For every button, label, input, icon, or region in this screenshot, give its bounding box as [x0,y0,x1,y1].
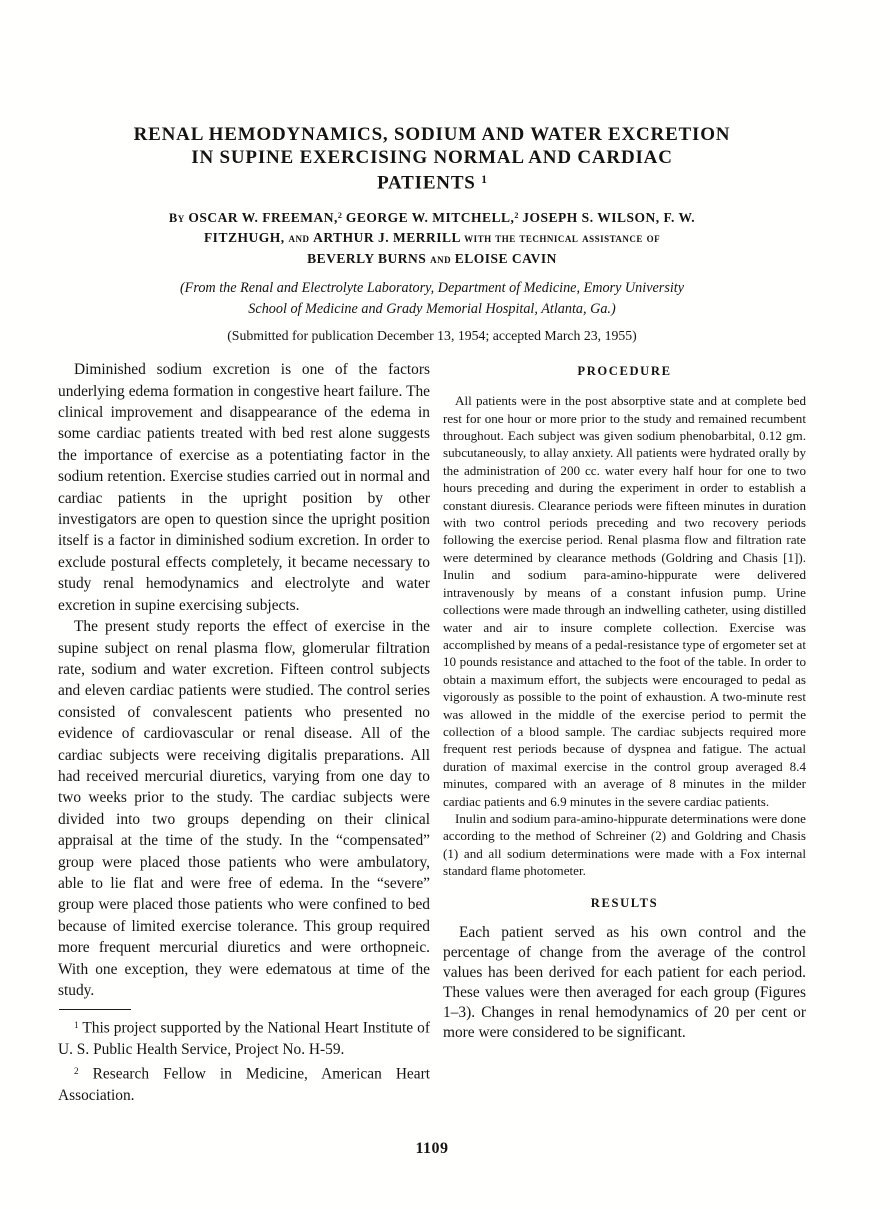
intro-paragraph-1: Diminished sodium excretion is one of the factors underlying edema formation in congestive heart failure. The clinical improvement and disappearance of the edema in some cardiac patients treated with bed rest alone suggests the importance of exercise as a potentiating factor in the sodium retention. Exercise studies carried out in normal and cardiac patients in the upright position by other investigators are open to question since the upright position itself is a factor in diminished sodium excretion. In order to exclude postural effects completely, it became necessary to study renal hemodynamics and electrolyte and water excretion in supine exercising subjects. [58,361,430,614]
affiliation [58,278,806,320]
submission-note: (Submitted for publication December 13, 1954; accepted March 23, 1955) [227,328,637,344]
results-paragraph-1: Each patient served as his own control and the percentage of change from the average of the control values has been derived for each patient for each period. These values were then averaged for each group (Figures 1–3). Changes in renal hemodynamics of 20 per cent or more were considered to be significant. [443,923,806,1041]
results-section [443,923,806,1043]
intro-paragraph-2: The present study reports the effect of exercise in the supine subject on renal plasma flow, glomerular filtration rate, sodium and water excretion. Fifteen control subjects and eleven cardiac patients were studied. The control series consisted of convalescent patients who presented no evidence of cardiovascular or renal disease. All of the cardiac subjects were receiving digitalis preparations. All had received mercurial diuretics, varying from one day to two weeks prior to the study. The cardiac subjects were divided into two groups depending on their clinical appraisal at the time of the study. In the “compensated” group were placed those patients who were ambulatory, able to lie flat and were free of edema. In the “severe” group were placed those patients who were confined to bed because of limited exercise tolerance. This group required more frequent mercurial diuretics and were orthopneic. With one exception, they were edematous at time of the study. [58,618,430,1000]
article-title-line-2: IN SUPINE EXERCISING NORMAL AND CARDIAC [191,147,673,168]
footnote-2: $^2$ Research Fellow in Medicine, American Heart Association. [58,1065,430,1104]
article-title-line-3: PATIENTS $^1$ [377,172,487,194]
procedure-section [443,392,806,879]
byline [58,206,806,270]
footnote-1: $^1$ This project supported by the National Heart Institute of U. S. Public Health Service, Project No. H-59. [58,1020,430,1059]
article-header [58,0,806,344]
page-number: 1109 [415,1140,449,1157]
column-left [58,359,430,1106]
printed-area [58,0,806,1106]
footnote-block [58,1009,430,1106]
byline-line-3: BEVERLY BURNS and ELOISE CAVIN [307,250,557,266]
results-heading: RESULTS [590,895,659,910]
affiliation-line-1: (From the Renal and Electrolyte Laboratory, Department of Medicine, Emory University [179,280,685,297]
procedure-heading: PROCEDURE [577,364,672,379]
byline-line-1: By OSCAR W. FREEMAN,$^2$ GEORGE W. MITCHELL,$^2$ JOSEPH S. WILSON, F. W. [168,209,696,225]
footnote-rule [59,1009,131,1010]
procedure-paragraph-1: All patients were in the post absorptive state and at complete bed rest for one hour or more prior to the study and remained recumbent throughout. Each subject was given sodium phenobarbital, 0.12 gm. subcutaneously, to allay anxiety. All patients were hydrated orally by the administration of 200 cc. water every half hour for one to two hours preceding and during the experiment in order to establish a constant diuresis. Clearance periods were fifteen minutes in duration with two control periods preceding and two recovery periods following the exercise period. Renal plasma flow and filtration rate were determined by clearance methods (Goldring and Chasis [1]). Inulin and sodium para-amino-hippurate were delivered intravenously by means of a constant infusion pump. Urine collections were made through an indwelling catheter, using distilled water and air to insure complete collection. Exercise was accomplished by means of a pedal-resistance type of ergometer set at 10 pounds resistance and attached to the foot of the table. In order to obtain a maximum effort, the subjects were encouraged to pedal as vigorously as possible to the point of exhaustion. A two-minute rest was allowed in the middle of the exercise period to permit the collection of a blood sample. The cardiac subjects required more frequent rest periods because of dyspnea and fatigue. The actual duration of maximal exercise in the control group averaged 8.4 minutes, compared with an average of 8 minutes in the milder cardiac patients and 6.9 minutes in the severe cardiac patients. [443,393,806,809]
affiliation-line-2: School of Medicine and Grady Memorial Hospital, Atlanta, Ga.) [248,301,616,318]
two-column-body [58,359,806,1106]
procedure-paragraph-2: Inulin and sodium para-amino-hippurate determinations were done according to the method of Schreiner (2) and Goldring and Chasis (1) and all sodium determinations were made with a Fox internal standard flame photometer. [443,810,806,879]
article-title-line-1: RENAL HEMODYNAMICS, SODIUM AND WATER EXCRETION [133,124,731,145]
column-right [443,359,806,1106]
byline-line-2: FITZHUGH, and ARTHUR J. MERRILL with the technical assistance of [203,230,661,246]
